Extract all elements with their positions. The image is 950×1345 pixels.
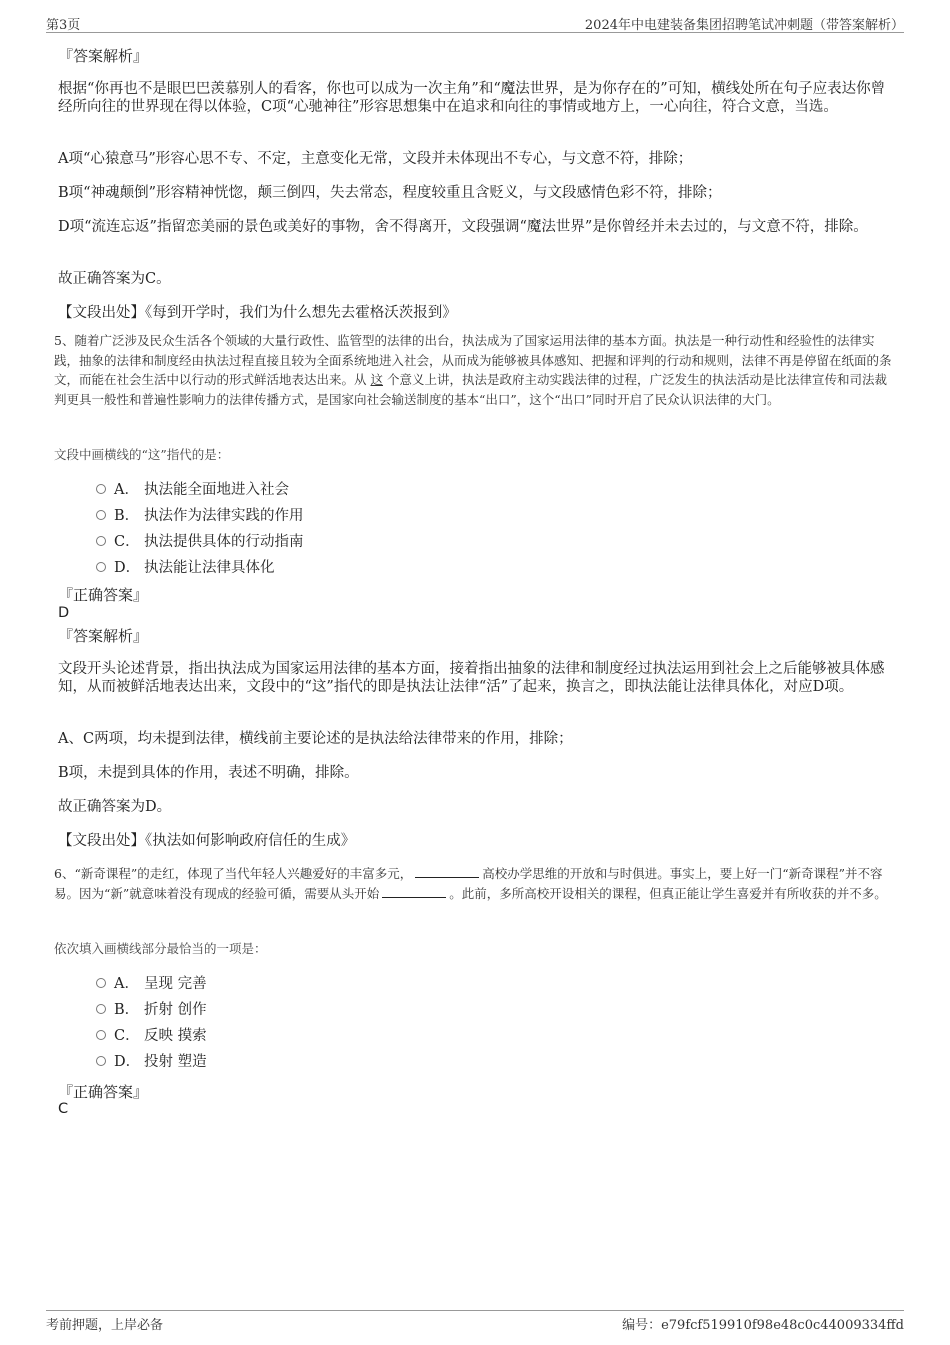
q5-ask: 文段中画横线的“这”指代的是：	[54, 447, 230, 462]
q4-conclusion: 故正确答案为C。	[58, 271, 171, 287]
radio-icon[interactable]	[96, 978, 106, 988]
q6-stem-part2: 高校办学思维的开放和与时俱进。事实上，要上好一门“新奇课程”并不容易。因为“新”就意味着没有现成的经验可循，需要从头开始	[54, 866, 883, 901]
q5-answer-label: 『正确答案』	[58, 586, 149, 604]
q6-answer: C	[58, 1101, 69, 1117]
q5-analysis-b: B项，未提到具体的作用，表述不明确，排除。	[58, 765, 359, 781]
footer-code: 编号：e79fcf519910f98e48c0c44009334ffd	[622, 1318, 904, 1333]
q6-answer-label: 『正确答案』	[58, 1083, 149, 1101]
q5-source: 【文段出处】《执法如何影响政府信任的生成》	[58, 833, 356, 849]
q5-analysis-ac: A、C两项，均未提到法律，横线前主要论述的是执法给法律带来的作用，排除；	[58, 731, 573, 747]
page-number: 第3页	[46, 18, 81, 33]
radio-icon[interactable]	[96, 536, 106, 546]
q6-option-b[interactable]: B． 折射 创作	[96, 1000, 207, 1020]
blank-line	[382, 885, 446, 898]
q6-stem-part3: 。此前，多所高校开设相关的课程，但真正能让学生喜爱并有所收获的并不多。	[449, 885, 887, 901]
page-footer	[46, 1310, 904, 1334]
q4-source: 【文段出处】《每到开学时，我们为什么想先去霍格沃茨报到》	[58, 305, 457, 321]
q6-option-d[interactable]: D． 投射 塑造	[96, 1052, 207, 1072]
radio-icon[interactable]	[96, 510, 106, 520]
blank-line	[415, 865, 479, 878]
q5-conclusion: 故正确答案为D。	[58, 799, 172, 815]
q5-option-d[interactable]: D． 执法能让法律具体化	[96, 558, 275, 578]
q5-stem-after: 个意义上讲，执法是政府主动实践法律的过程，广泛发生的执法活动是比法律宣传和司法裁判更具一般性和普遍性影响力的法律传播方式，是国家向社会输送制度的基本“出口”，这个“出口”同时开启了民众认识法律的大门。	[54, 372, 888, 407]
q5-option-b[interactable]: B． 执法作为法律实践的作用	[96, 506, 304, 526]
q6-stem	[54, 864, 894, 903]
q5-option-a[interactable]: A． 执法能全面地进入社会	[96, 480, 289, 500]
q4-analysis-main: 根据“你再也不是眼巴巴羡慕别人的看客，你也可以成为一次主角”和“魔法世界，是为你存在的”可知，横线处所在句子应表达你曾经所向往的世界现在得以体验，C项“心驰神往”形容思想集中在追求和向往的事情或地方上，一心向往，符合文意，当选。	[58, 81, 886, 115]
q5-stem-before: 5、随着广泛涉及民众生活各个领域的大量行政性、监管型的法律的出台，执法成为了国家运用法律的基本方面。执法是一种行动性和经验性的法律实践，抽象的法律和制度经由执法过程直接且较为全面系统地进入社会，从而成为能够被具体感知、把握和评判的行动和规则，法律不再是停留在纸面的条文，而能在社会生活中以行动的形式鲜活地表达出来。从	[54, 333, 892, 387]
q6-option-a[interactable]: A． 呈现 完善	[96, 974, 207, 994]
radio-icon[interactable]	[96, 484, 106, 494]
q5-option-c[interactable]: C． 执法提供具体的行动指南	[96, 532, 304, 552]
radio-icon[interactable]	[96, 1056, 106, 1066]
q6-option-c[interactable]: C． 反映 摸索	[96, 1026, 207, 1046]
footer-slogan: 考前押题，上岸必备	[46, 1318, 164, 1333]
q5-stem	[54, 331, 894, 409]
q5-underlined-word: 这	[370, 372, 384, 387]
radio-icon[interactable]	[96, 1030, 106, 1040]
q5-analysis-label: 『答案解析』	[58, 627, 149, 645]
q4-analysis-label: 『答案解析』	[58, 47, 149, 65]
document-title: 2024年中电建装备集团招聘笔试冲刺题（带答案解析）	[584, 18, 904, 33]
radio-icon[interactable]	[96, 562, 106, 572]
q4-analysis-b: B项“神魂颠倒”形容精神恍惚，颠三倒四，失去常态，程度较重且含贬义，与文段感情色彩不符，排除；	[58, 185, 722, 201]
q5-analysis-main: 文段开头论述背景，指出执法成为国家运用法律的基本方面，接着指出抽象的法律和制度经过执法运用到社会上之后能够被具体感知，从而被鲜活地表达出来，文段中的“这”指代的即是执法让法律“活”了起来，换言之，即执法能让法律具体化，对应D项。	[58, 661, 885, 695]
q6-ask: 依次填入画横线部分最恰当的一项是：	[54, 941, 267, 956]
q6-stem-part1: 6、“新奇课程”的走红，体现了当代年轻人兴趣爱好的丰富多元，	[54, 866, 413, 881]
page-header	[46, 14, 904, 33]
radio-icon[interactable]	[96, 1004, 106, 1014]
q4-analysis-a: A项“心猿意马”形容心思不专、不定，主意变化无常，文段并未体现出不专心，与文意不符，排除；	[58, 151, 693, 167]
q4-analysis-d: D项“流连忘返”指留恋美丽的景色或美好的事物，舍不得离开，文段强调“魔法世界”是你曾经并未去过的，与文意不符，排除。	[58, 219, 868, 235]
q5-answer: D	[58, 605, 70, 621]
